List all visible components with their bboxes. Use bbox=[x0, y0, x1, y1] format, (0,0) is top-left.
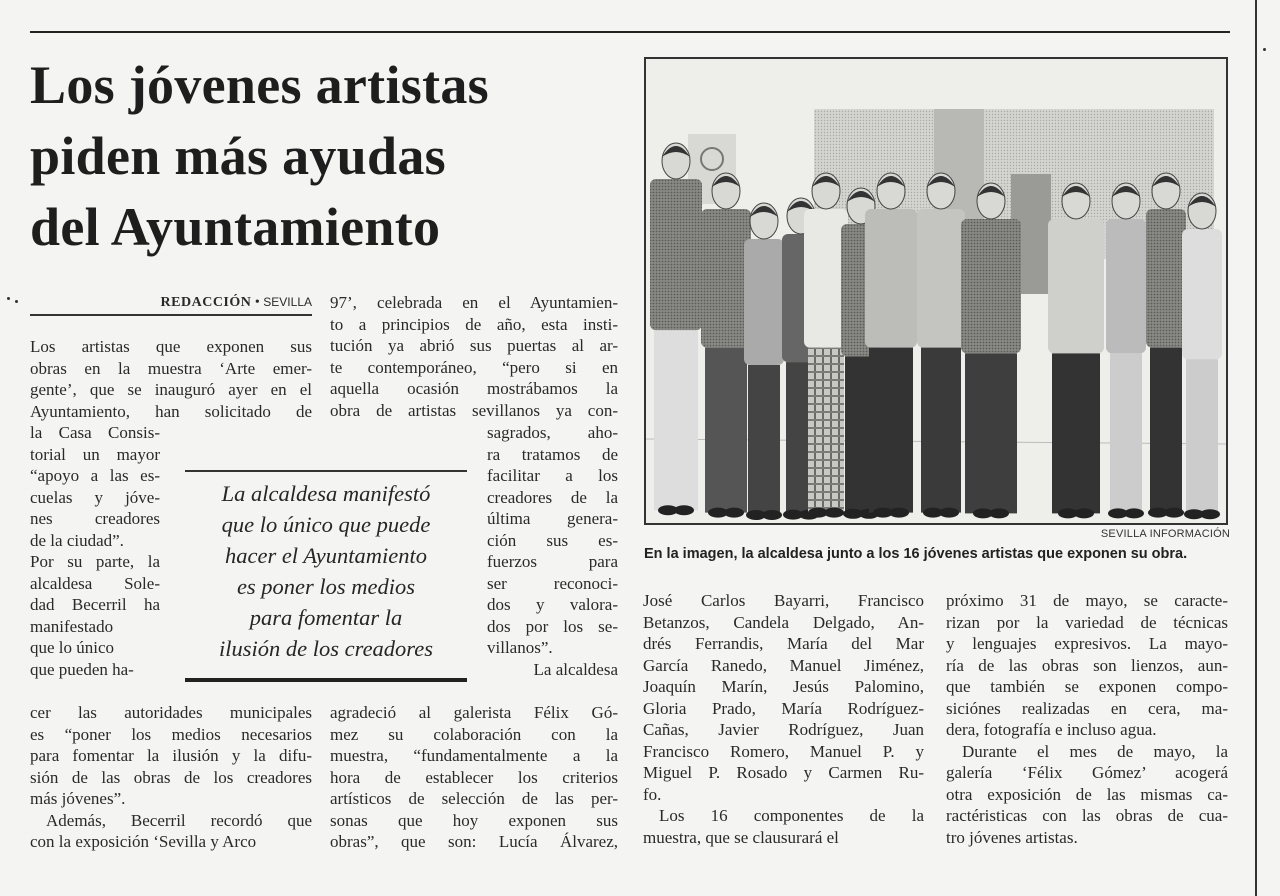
photo-figure-part bbox=[701, 209, 751, 348]
photo-figure-part bbox=[961, 219, 1021, 353]
text-line: otra exposición de las mismas ca- bbox=[946, 784, 1228, 804]
photo-figure-part bbox=[824, 508, 844, 518]
pull-quote-line: es poner los medios bbox=[236, 573, 416, 599]
photo-figure-part bbox=[1124, 508, 1144, 518]
text-line: siciónes realizadas en cera, ma- bbox=[946, 698, 1228, 718]
text-line: villanos”. bbox=[487, 638, 553, 657]
text-line: facilitar a los bbox=[487, 466, 618, 485]
text-line: próximo 31 de mayo, se caracte- bbox=[946, 591, 1228, 610]
pull-quote-line: para fomentar la bbox=[249, 604, 403, 630]
photo-figure-part bbox=[650, 179, 702, 330]
text-line: Por su parte, la bbox=[30, 552, 160, 571]
text-line: tro jóvenes artistas. bbox=[946, 827, 1078, 847]
text-line: que pueden ha- bbox=[30, 659, 134, 679]
scan-speck bbox=[15, 300, 18, 303]
pull-quote-line: ilusión de los creadores bbox=[219, 635, 433, 661]
photo-figure-part bbox=[1074, 508, 1094, 518]
group-photo-illustration bbox=[646, 59, 1226, 523]
text-line: artísticos de selección de las per- bbox=[330, 789, 618, 808]
text-line: Los 16 componentes de la bbox=[659, 806, 924, 825]
text-line: obra de artistas sevillanos ya con- bbox=[330, 400, 618, 420]
text-line: creadores de la bbox=[487, 487, 618, 507]
byline-author: REDACCIÓN bbox=[160, 295, 252, 310]
text-line: 97’, celebrada en el Ayuntamien- bbox=[330, 293, 618, 312]
top-rule bbox=[30, 31, 1230, 33]
text-line: galería ‘Félix Gómez’ acogerá bbox=[946, 763, 1228, 782]
photo-figure-part bbox=[869, 348, 913, 513]
text-line: Betanzos, Candela Delgado, An- bbox=[643, 612, 924, 632]
text-line: to a principios de año, esta insti- bbox=[330, 314, 618, 334]
text-line: mez su colaboración con la bbox=[330, 724, 618, 744]
text-line: dera, fotografía e incluso agua. bbox=[946, 720, 1157, 739]
text-line: te contemporáneo, “pero si en bbox=[330, 357, 618, 377]
column-4 bbox=[946, 590, 1228, 848]
photo-figure-part bbox=[1182, 229, 1222, 359]
photo-figure-part bbox=[865, 209, 917, 348]
pull-quote-rule-top bbox=[185, 470, 467, 472]
text-line: agradeció al galerista Félix Gó- bbox=[330, 703, 618, 722]
photo-figure-part bbox=[808, 348, 844, 513]
text-line: dad Becerril ha bbox=[30, 595, 160, 614]
text-line: Cañas, Javier Rodríguez, Juan bbox=[643, 720, 924, 739]
column-3 bbox=[643, 590, 924, 848]
photo-figure-part bbox=[1052, 353, 1100, 513]
page-edge-rule bbox=[1255, 0, 1257, 896]
text-line: para fomentar la ilusión y la difu- bbox=[30, 746, 312, 765]
text-line: drés Ferrandis, María del Mar bbox=[643, 634, 924, 653]
text-line: cuelas y jóve- bbox=[30, 487, 160, 507]
text-line: obras”, que son: Lucía Álvarez, bbox=[330, 832, 618, 851]
photo-figure-part bbox=[705, 348, 747, 513]
text-line: Gloria Prado, María Rodríguez- bbox=[643, 698, 924, 718]
text-line: Además, Becerril recordó que bbox=[46, 810, 312, 830]
scan-speck bbox=[7, 297, 10, 300]
photo-figure-part bbox=[744, 239, 784, 365]
text-line: Durante el mes de mayo, la bbox=[962, 741, 1228, 761]
text-line: aquella ocasión mostrábamos la bbox=[330, 379, 618, 398]
column-1-narrow bbox=[30, 422, 160, 680]
text-line: José Carlos Bayarri, Francisco bbox=[643, 591, 924, 610]
text-line: Ayuntamiento, han solicitado de bbox=[30, 401, 312, 421]
text-line: tución ya abrió sus puertas al ar- bbox=[330, 336, 618, 355]
byline-location: SEVILLA bbox=[263, 295, 312, 309]
photo-figure-part bbox=[921, 348, 961, 513]
pull-quote-line: La alcaldesa manifestó bbox=[221, 480, 431, 506]
text-line: muestra, que se clausurará el bbox=[643, 827, 839, 847]
text-line: ría de las obras son lienzos, aun- bbox=[946, 655, 1228, 675]
text-line: es “poner los medios necesarios bbox=[30, 724, 312, 744]
column-2-bottom bbox=[330, 702, 618, 853]
photo-figure-part bbox=[748, 365, 780, 515]
text-line: sión de las obras de los creadores bbox=[30, 767, 312, 787]
photo-figure-part bbox=[889, 508, 909, 518]
photo-figure-part bbox=[1048, 219, 1104, 353]
text-line: y lenguajes expresivos. La mayo- bbox=[946, 634, 1228, 653]
text-line: ra tratamos de bbox=[487, 444, 618, 464]
text-line: obras en la muestra ‘Arte emer- bbox=[30, 358, 312, 378]
column-1-top bbox=[30, 336, 312, 422]
pull-quote-line: hacer el Ayuntamiento bbox=[224, 542, 428, 568]
byline bbox=[30, 294, 312, 316]
headline-line: Los jóvenes artistas bbox=[30, 55, 489, 115]
text-line: dos por los se- bbox=[487, 616, 618, 636]
column-1-bottom bbox=[30, 702, 312, 853]
text-line: sagrados, aho- bbox=[487, 423, 618, 442]
photo-figure-part bbox=[724, 508, 744, 518]
photo-caption: En la imagen, la alcaldesa junto a los 16 jóvenes artistas que exponen su obra. bbox=[644, 546, 1188, 562]
photo-figure-part bbox=[1200, 509, 1220, 519]
text-line: García Ranedo, Manuel Jiménez, bbox=[643, 655, 924, 675]
text-line: nes creadores bbox=[30, 509, 160, 528]
text-line: ractéristicas con las obras de cua- bbox=[946, 806, 1228, 825]
pull-quote-rule-bottom bbox=[185, 678, 467, 682]
headline-line: del Ayuntamiento bbox=[30, 197, 441, 257]
photo-figure-part bbox=[1164, 508, 1184, 518]
text-line: manifestado bbox=[30, 616, 114, 636]
text-line: la Casa Consis- bbox=[30, 423, 160, 442]
text-line: cer las autoridades municipales bbox=[30, 703, 312, 722]
text-line: que lo único bbox=[30, 638, 115, 657]
text-line: más jóvenes”. bbox=[30, 789, 126, 808]
photo-figure-part bbox=[1186, 359, 1218, 514]
text-line: dos y valora- bbox=[487, 595, 618, 614]
photo-figure-part bbox=[917, 209, 965, 348]
text-line: muestra, “fundamentalmente a la bbox=[330, 746, 618, 765]
photo-figure-part bbox=[1110, 353, 1142, 513]
group-photo bbox=[644, 57, 1228, 525]
pull-quote bbox=[185, 470, 467, 682]
text-line: con la exposición ‘Sevilla y Arco bbox=[30, 832, 257, 851]
photo-figure-part bbox=[762, 510, 782, 520]
text-line: Joaquín Marín, Jesús Palomino, bbox=[643, 677, 924, 696]
column-2-narrow bbox=[487, 422, 618, 680]
byline-separator: • bbox=[254, 295, 260, 310]
text-line: rizan por la variedad de técnicas bbox=[946, 612, 1228, 632]
text-line: “apoyo a las es- bbox=[30, 466, 160, 485]
text-line: Francisco Romero, Manuel P. y bbox=[643, 741, 924, 761]
text-line: última genera- bbox=[487, 509, 618, 528]
photo-figure-part bbox=[654, 330, 698, 510]
photo-figure-part bbox=[965, 353, 1017, 513]
text-line: que también se exponen compo- bbox=[946, 677, 1228, 696]
text-line: fuerzos para bbox=[487, 552, 618, 571]
pull-quote-line: que lo único que puede bbox=[221, 511, 431, 537]
text-line: alcaldesa Sole- bbox=[30, 573, 160, 593]
photo-figure-part bbox=[1146, 209, 1186, 348]
text-line: gente’, que se inauguró ayer en el bbox=[30, 380, 312, 399]
text-line: de la ciudad”. bbox=[30, 530, 124, 550]
text-line: hora de establecer los criterios bbox=[330, 767, 618, 787]
photo-figure-part bbox=[989, 508, 1009, 518]
text-line: Miguel P. Rosado y Carmen Ru- bbox=[643, 763, 924, 782]
photo-figure-part bbox=[939, 508, 959, 518]
photo-figure-part bbox=[674, 505, 694, 515]
text-line: ser reconoci- bbox=[487, 573, 618, 593]
text-line: Los artistas que exponen sus bbox=[30, 337, 312, 356]
scan-speck bbox=[1263, 48, 1266, 51]
text-line: sonas que hoy exponen sus bbox=[330, 810, 618, 830]
text-line: fo. bbox=[643, 784, 662, 804]
photo-credit: SEVILLA INFORMACIÓN bbox=[1100, 528, 1230, 540]
headline-line: piden más ayudas bbox=[30, 126, 446, 186]
text-line: torial un mayor bbox=[30, 444, 160, 464]
photo-figure-part bbox=[1106, 219, 1146, 353]
photo-figure-part bbox=[1150, 348, 1182, 513]
column-2-top bbox=[330, 292, 618, 421]
text-line: La alcaldesa bbox=[533, 659, 618, 679]
text-line: ción sus es- bbox=[487, 530, 618, 550]
headline bbox=[30, 50, 630, 263]
